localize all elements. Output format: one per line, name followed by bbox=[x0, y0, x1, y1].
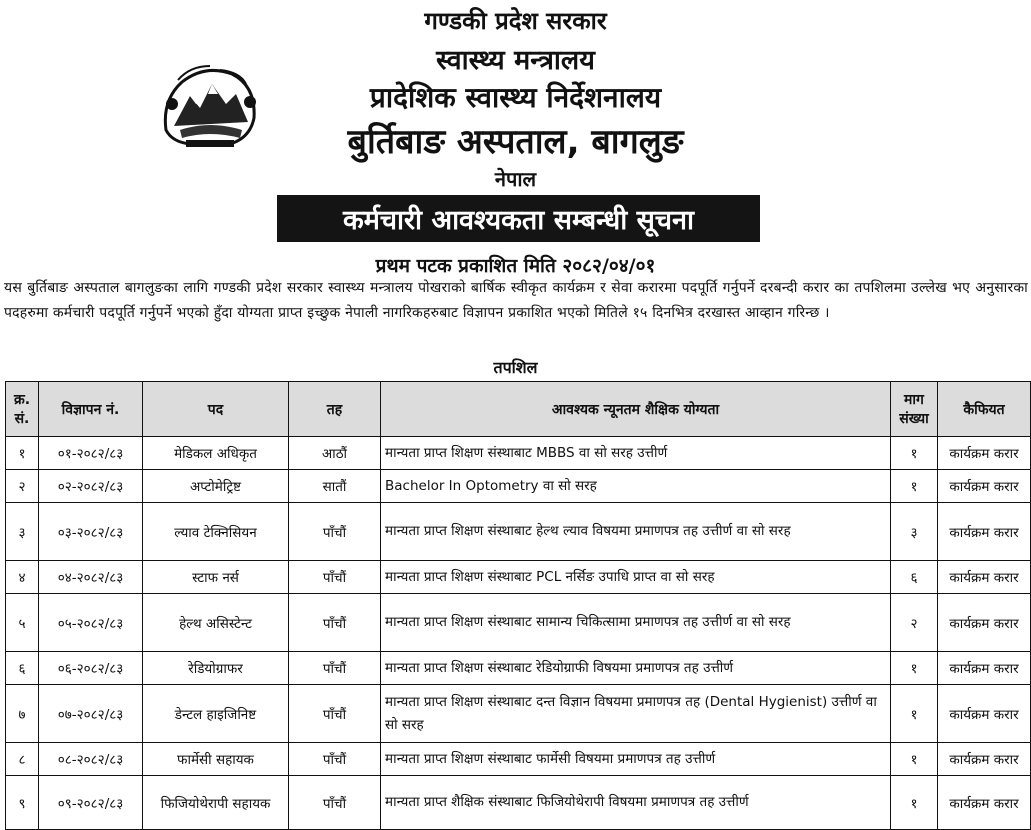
cell-count: १ bbox=[891, 685, 938, 743]
cell-count: ६ bbox=[891, 561, 938, 594]
table-row bbox=[6, 594, 1031, 652]
cell-adv-no: ०३-२०८२/८३ bbox=[39, 503, 143, 561]
cell-level: पाँचौं bbox=[289, 652, 381, 685]
cell-remark: कार्यक्रम करार bbox=[938, 652, 1031, 685]
header-remark: कैफियत bbox=[938, 382, 1031, 437]
hospital-name: बुर्तिबाङ अस्पताल, बागलुङ bbox=[347, 122, 684, 162]
table-row bbox=[6, 503, 1031, 561]
cell-post: स्टाफ नर्स bbox=[143, 561, 289, 594]
header-post: पद bbox=[143, 382, 289, 437]
table-title: तपशिल bbox=[493, 358, 538, 377]
cell-sn: ३ bbox=[6, 503, 39, 561]
cell-adv-no: ०२-२०८२/८३ bbox=[39, 470, 143, 503]
table-row bbox=[6, 437, 1031, 470]
cell-adv-no: ०८-२०८२/८३ bbox=[39, 743, 143, 776]
table-row bbox=[6, 652, 1031, 685]
header-count: माग संख्या bbox=[891, 382, 938, 437]
cell-post: हेल्थ असिस्टेन्ट bbox=[143, 594, 289, 652]
cell-count: १ bbox=[891, 470, 938, 503]
cell-sn: ८ bbox=[6, 743, 39, 776]
table-row bbox=[6, 743, 1031, 776]
cell-qualification: मान्यता प्राप्त शिक्षण संस्थाबाट हेल्थ ल्याव विषयमा प्रमाणपत्र तह उत्तीर्ण वा सो सरह bbox=[381, 503, 891, 561]
cell-count: १ bbox=[891, 743, 938, 776]
cell-level: पाँचौं bbox=[289, 743, 381, 776]
intro-paragraph: यस बुर्तिबाङ अस्पताल बागलुङका लागि गण्डकी प्रदेश सरकार स्वास्थ्य मन्त्रालय पोखराको बार्षिक स्वीकृत कार्यक्रम र सेवा करारमा पदपूर्ति गर्नुपर्ने दरबन्दी करार का तपशिलमा उल्लेख भए अनुसारका पदहरुमा कर्मचारी पदपूर्ति गर्नुपर्ने भएको हुँदा योग्यता प्राप्त इच्छुक नेपाली नागरिकहरुबाट विज्ञापन प्रकाशित भएको मितिले १५ दिनभित्र दरखास्त आव्हान गरिन्छ । bbox=[4, 280, 1028, 321]
header-adv-no: विज्ञापन नं. bbox=[39, 382, 143, 437]
cell-level: सातौं bbox=[289, 470, 381, 503]
cell-post: मेडिकल अधिकृत bbox=[143, 437, 289, 470]
cell-level: पाँचौं bbox=[289, 776, 381, 830]
cell-remark: कार्यक्रम करार bbox=[938, 685, 1031, 743]
cell-sn: ९ bbox=[6, 776, 39, 830]
cell-remark: कार्यक्रम करार bbox=[938, 594, 1031, 652]
cell-qualification: मान्यता प्राप्त शिक्षण संस्थाबाट रेडियोग्राफी विषयमा प्रमाणपत्र तह उत्तीर्ण bbox=[381, 652, 891, 685]
header-line-1: गण्डकी प्रदेश सरकार bbox=[424, 7, 607, 35]
cell-remark: कार्यक्रम करार bbox=[938, 743, 1031, 776]
cell-level: पाँचौं bbox=[289, 503, 381, 561]
table-row bbox=[6, 776, 1031, 830]
table-row bbox=[6, 685, 1031, 743]
cell-remark: कार्यक्रम करार bbox=[938, 776, 1031, 830]
cell-post: फिजियोथेरापी सहायक bbox=[143, 776, 289, 830]
cell-qualification: मान्यता प्राप्त शैक्षिक संस्थाबाट फिजियोथेरापी विषयमा प्रमाणपत्र तह उत्तीर्ण bbox=[381, 776, 891, 830]
header-level: तह bbox=[289, 382, 381, 437]
table-row bbox=[6, 561, 1031, 594]
cell-qualification: मान्यता प्राप्त शिक्षण संस्थाबाट फार्मेसी विषयमा प्रमाणपत्र तह उत्तीर्ण bbox=[381, 743, 891, 776]
cell-remark: कार्यक्रम करार bbox=[938, 470, 1031, 503]
cell-count: २ bbox=[891, 594, 938, 652]
cell-adv-no: ०६-२०८२/८३ bbox=[39, 652, 143, 685]
vacancy-table bbox=[5, 381, 1031, 830]
cell-remark: कार्यक्रम करार bbox=[938, 561, 1031, 594]
cell-remark: कार्यक्रम करार bbox=[938, 503, 1031, 561]
cell-post: अप्टोमेट्रिष्ट bbox=[143, 470, 289, 503]
header-sn: क्र. सं. bbox=[6, 382, 39, 437]
cell-count: १ bbox=[891, 652, 938, 685]
cell-adv-no: ०९-२०८२/८३ bbox=[39, 776, 143, 830]
cell-sn: २ bbox=[6, 470, 39, 503]
cell-post: रेडियोग्राफर bbox=[143, 652, 289, 685]
cell-sn: १ bbox=[6, 437, 39, 470]
table-row bbox=[6, 470, 1031, 503]
cell-adv-no: ०५-२०८२/८३ bbox=[39, 594, 143, 652]
header-line-3: प्रादेशिक स्वास्थ्य निर्देशनालय bbox=[369, 81, 662, 114]
published-date: प्रथम पटक प्रकाशित मिति २०८२/०४/०१ bbox=[375, 255, 656, 277]
cell-level: पाँचौं bbox=[289, 685, 381, 743]
header-line-2: स्वास्थ्य मन्त्रालय bbox=[436, 45, 595, 76]
cell-qualification: मान्यता प्राप्त शिक्षण संस्थाबाट PCL नर्सिङ उपाधि प्राप्त वा सो सरह bbox=[381, 561, 891, 594]
cell-adv-no: ०१-२०८२/८३ bbox=[39, 437, 143, 470]
cell-sn: ४ bbox=[6, 561, 39, 594]
cell-count: १ bbox=[891, 776, 938, 830]
cell-level: पाँचौं bbox=[289, 594, 381, 652]
cell-qualification: मान्यता प्राप्त शिक्षण संस्थाबाट सामान्य चिकित्सामा प्रमाणपत्र तह उत्तीर्ण वा सो सरह bbox=[381, 594, 891, 652]
cell-count: ३ bbox=[891, 503, 938, 561]
cell-adv-no: ०७-२०८२/८३ bbox=[39, 685, 143, 743]
cell-qualification: Bachelor In Optometry वा सो सरह bbox=[381, 470, 891, 503]
cell-qualification: मान्यता प्राप्त शिक्षण संस्थाबाट दन्त विज्ञान विषयमा प्रमाणपत्र तह (Dental Hygienist) उत्तीर्ण वा सो सरह bbox=[381, 685, 891, 743]
country-name: नेपाल bbox=[494, 167, 537, 191]
cell-sn: ६ bbox=[6, 652, 39, 685]
cell-adv-no: ०४-२०८२/८३ bbox=[39, 561, 143, 594]
cell-sn: ७ bbox=[6, 685, 39, 743]
table-header-row bbox=[6, 382, 1031, 437]
cell-post: फार्मेसी सहायक bbox=[143, 743, 289, 776]
notice-banner: कर्मचारी आवश्यकता सम्बन्धी सूचना bbox=[277, 195, 760, 242]
header-qualification: आवश्यक न्यूनतम शैक्षिक योग्यता bbox=[381, 382, 891, 437]
cell-level: आठौं bbox=[289, 437, 381, 470]
cell-level: पाँचौं bbox=[289, 561, 381, 594]
cell-post: डेन्टल हाइजिनिष्ट bbox=[143, 685, 289, 743]
cell-count: १ bbox=[891, 437, 938, 470]
cell-remark: कार्यक्रम करार bbox=[938, 437, 1031, 470]
cell-qualification: मान्यता प्राप्त शिक्षण संस्थाबाट MBBS वा सो सरह उत्तीर्ण bbox=[381, 437, 891, 470]
cell-sn: ५ bbox=[6, 594, 39, 652]
cell-post: ल्याव टेक्निसियन bbox=[143, 503, 289, 561]
